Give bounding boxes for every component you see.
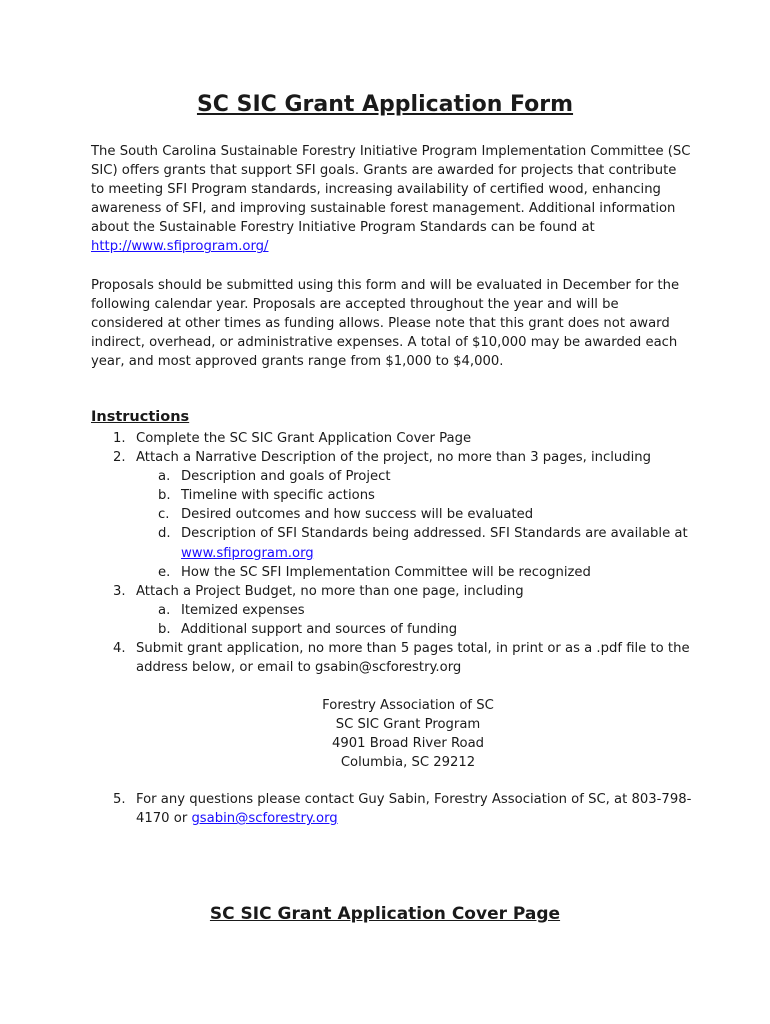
sub-list-item	[136, 601, 711, 620]
sub-letter: b.	[158, 621, 171, 637]
list-item	[91, 582, 711, 639]
proposals-paragraph: Proposals should be submitted using this form and will be evaluated in December for the following calendar year. Proposals are accepted throughout the year and will be considered at other times as funding allows. Please note that this grant does not award indirect, overhead, or administrative expenses. A total of $10,000 may be awarded each year, and most approved grants range from $1,000 to $4,000.	[91, 278, 680, 370]
intro-text: The South Carolina Sustainable Forestry Initiative Program Implementation Committee (SC SIC) offers grants that support SFI goals. Grants are awarded for projects that contribute to meeting SFI Program standards, increasing availability of certified wood, enhancing awareness of SFI, and improving sustainable forest management. Additional information about the Sustainable Forestry Initiative Program Standards can be found at	[91, 144, 691, 236]
sub-list-item	[136, 467, 711, 486]
sub-list	[136, 601, 711, 639]
sub-letter: a.	[158, 469, 171, 485]
email-link[interactable]: gsabin@scforestry.org	[191, 811, 338, 827]
sub-letter: b.	[158, 488, 171, 504]
sub-letter: a.	[158, 602, 171, 618]
sub-list-item	[136, 524, 711, 562]
address-line: Columbia, SC 29212	[340, 755, 476, 771]
sub-list-item	[136, 505, 711, 524]
instructions-heading: Instructions	[91, 409, 190, 425]
list-number: 4.	[113, 641, 126, 657]
sub-letter: c.	[158, 507, 170, 523]
sfiprogram-link[interactable]: http://www.sfiprogram.org/	[91, 239, 269, 255]
list-number: 5.	[113, 792, 126, 807]
mailing-address	[0, 696, 770, 772]
list-number: 1.	[113, 431, 126, 446]
sub-item-text: Additional support and sources of funding	[181, 621, 458, 637]
sub-list-item	[136, 620, 711, 639]
sub-list-item	[136, 486, 711, 505]
list-item-text: Attach a Narrative Description of the project, no more than 3 pages, including	[136, 450, 652, 466]
sub-item-text: Itemized expenses	[181, 602, 305, 618]
sfiprogram-standards-link[interactable]: www.sfiprogram.org	[181, 545, 314, 561]
sub-item-text: Description of SFI Standards being addressed. SFI Standards are available at	[181, 526, 688, 542]
contact-list	[91, 790, 711, 828]
sub-item-text: Desired outcomes and how success will be evaluated	[181, 507, 534, 523]
page-title: SC SIC Grant Application Form	[196, 92, 574, 117]
address-line: SC SIC Grant Program	[335, 717, 481, 733]
list-item	[91, 448, 711, 582]
sub-list	[136, 467, 711, 582]
list-number: 2.	[113, 450, 126, 466]
list-item	[91, 639, 711, 677]
sub-item-text: Timeline with specific actions	[181, 488, 375, 504]
list-item	[91, 429, 711, 448]
list-number: 3.	[113, 583, 126, 599]
sub-letter: e.	[158, 564, 171, 580]
sub-list-item	[136, 563, 711, 582]
list-item	[91, 790, 711, 828]
sub-item-text: How the SC SFI Implementation Committee will be recognized	[181, 564, 591, 580]
list-item-text: For any questions please contact Guy Sabin, Forestry Association of SC, at 803-798-4170 or	[136, 792, 692, 827]
cover-page-title: SC SIC Grant Application Cover Page	[209, 904, 561, 924]
instructions-list	[91, 429, 711, 677]
list-item-text: Attach a Project Budget, no more than one page, including	[136, 583, 524, 599]
sub-letter: d.	[158, 526, 171, 542]
sub-item-text: Description and goals of Project	[181, 469, 391, 485]
list-item-text: Submit grant application, no more than 5 pages total, in print or as a .pdf file to the address below, or email to gsabin@scforestry.org	[136, 641, 690, 676]
list-item-text: Complete the SC SIC Grant Application Cover Page	[136, 431, 472, 446]
address-line: Forestry Association of SC	[322, 698, 494, 713]
address-line: 4901 Broad River Road	[331, 736, 485, 752]
intro-paragraph	[91, 142, 691, 257]
